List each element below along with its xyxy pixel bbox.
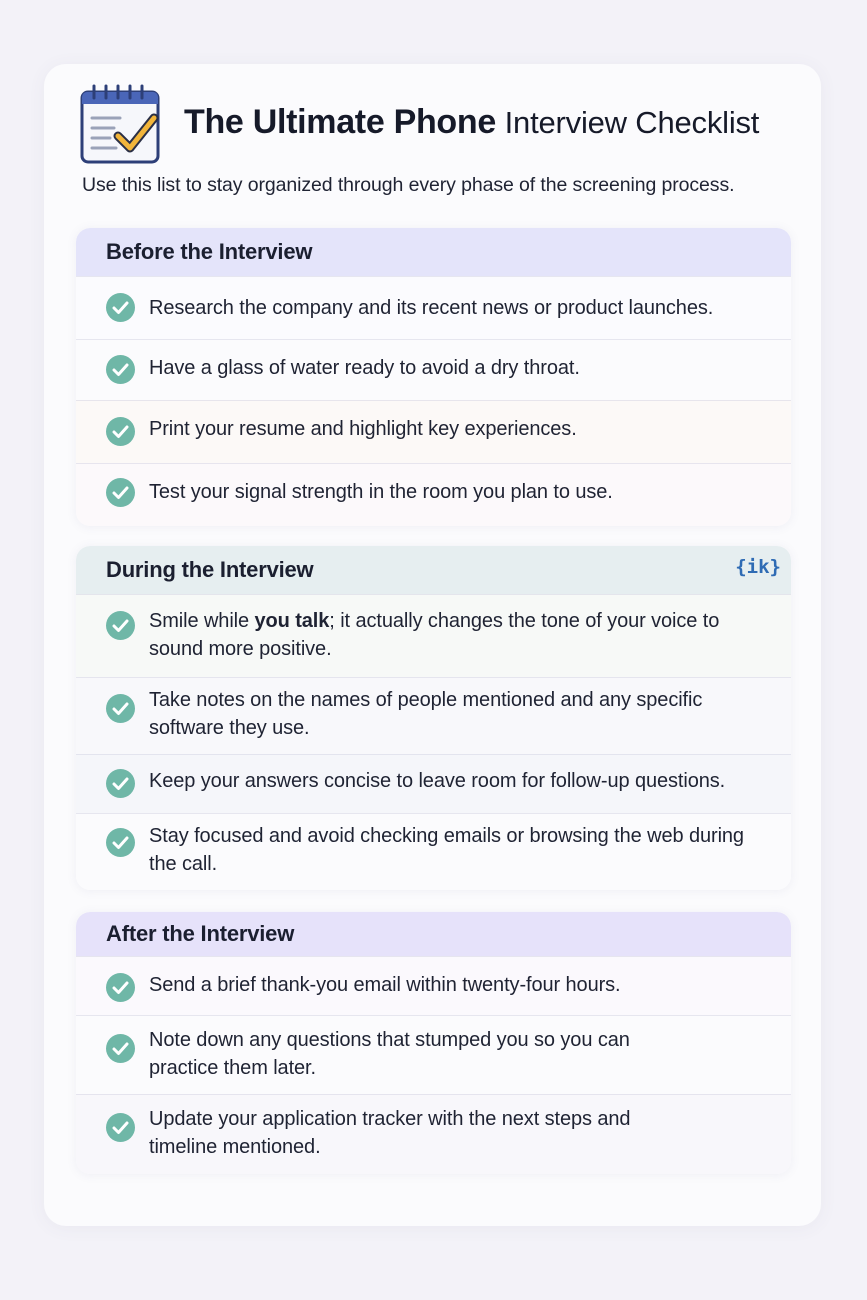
list-item-text: Keep your answers concise to leave room for follow-up questions. bbox=[149, 770, 726, 792]
list-item bbox=[76, 594, 791, 677]
checkmark-circle-icon bbox=[106, 1113, 135, 1142]
list-item-text: Note down any questions that stumped you so you can practice them later. bbox=[149, 1029, 630, 1079]
checkmark-circle-icon bbox=[106, 293, 135, 322]
list-item bbox=[76, 276, 791, 339]
item-text-bold: you talk bbox=[254, 610, 330, 632]
header bbox=[80, 84, 810, 168]
checkmark-circle-icon bbox=[106, 973, 135, 1002]
checkmark-circle-icon bbox=[106, 611, 135, 640]
item-text-post: ; it actually changes the tone of your voice to sound more positive. bbox=[149, 610, 720, 660]
list-item-text: Print your resume and highlight key experiences. bbox=[149, 418, 577, 440]
section-during-interview bbox=[76, 546, 791, 890]
list-item bbox=[76, 1094, 791, 1174]
checkmark-circle-icon bbox=[106, 828, 135, 857]
list-item bbox=[76, 956, 791, 1015]
list-item bbox=[76, 813, 791, 890]
section-header bbox=[76, 546, 791, 594]
checkmark-circle-icon bbox=[106, 417, 135, 446]
list-item-text: Test your signal strength in the room you plan to use. bbox=[149, 481, 613, 503]
checklist-notepad-icon bbox=[80, 84, 162, 166]
title-strong: The Ultimate Phone bbox=[184, 103, 496, 141]
list-item bbox=[76, 463, 791, 526]
section-title: During the Interview bbox=[106, 557, 314, 582]
list-item-text: Take notes on the names of people mentioned and any specific software they use. bbox=[149, 689, 703, 739]
list-item-text: Research the company and its recent news or product launches. bbox=[149, 297, 714, 319]
list-item bbox=[76, 339, 791, 400]
item-text-pre: Smile while bbox=[149, 610, 255, 632]
checkmark-circle-icon bbox=[106, 694, 135, 723]
list-item bbox=[76, 754, 791, 813]
list-item-text: Update your application tracker with the next steps and timeline mentioned. bbox=[149, 1108, 631, 1158]
checkmark-circle-icon bbox=[106, 478, 135, 507]
checkmark-circle-icon bbox=[106, 1034, 135, 1063]
page-subtitle: Use this list to stay organized through every phase of the screening process. bbox=[82, 174, 735, 196]
section-title: Before the Interview bbox=[106, 239, 313, 264]
section-header bbox=[76, 228, 791, 276]
checkmark-circle-icon bbox=[106, 769, 135, 798]
section-after-interview bbox=[76, 912, 791, 1174]
list-item-text: Stay focused and avoid checking emails or browsing the web during the call. bbox=[149, 825, 744, 875]
section-before-interview bbox=[76, 228, 791, 526]
section-header bbox=[76, 912, 791, 956]
page-title bbox=[184, 102, 759, 143]
title-rest: Interview Checklist bbox=[504, 105, 760, 140]
list-item-text bbox=[149, 607, 749, 663]
checkmark-circle-icon bbox=[106, 355, 135, 384]
list-item bbox=[76, 677, 791, 754]
list-item bbox=[76, 400, 791, 463]
section-title: After the Interview bbox=[106, 921, 295, 946]
checklist-card bbox=[44, 64, 821, 1226]
list-item-text: Have a glass of water ready to avoid a dry throat. bbox=[149, 357, 580, 379]
brand-badge: {ik} bbox=[735, 556, 781, 578]
list-item-text: Send a brief thank-you email within twenty-four hours. bbox=[149, 974, 621, 996]
list-item bbox=[76, 1015, 791, 1094]
